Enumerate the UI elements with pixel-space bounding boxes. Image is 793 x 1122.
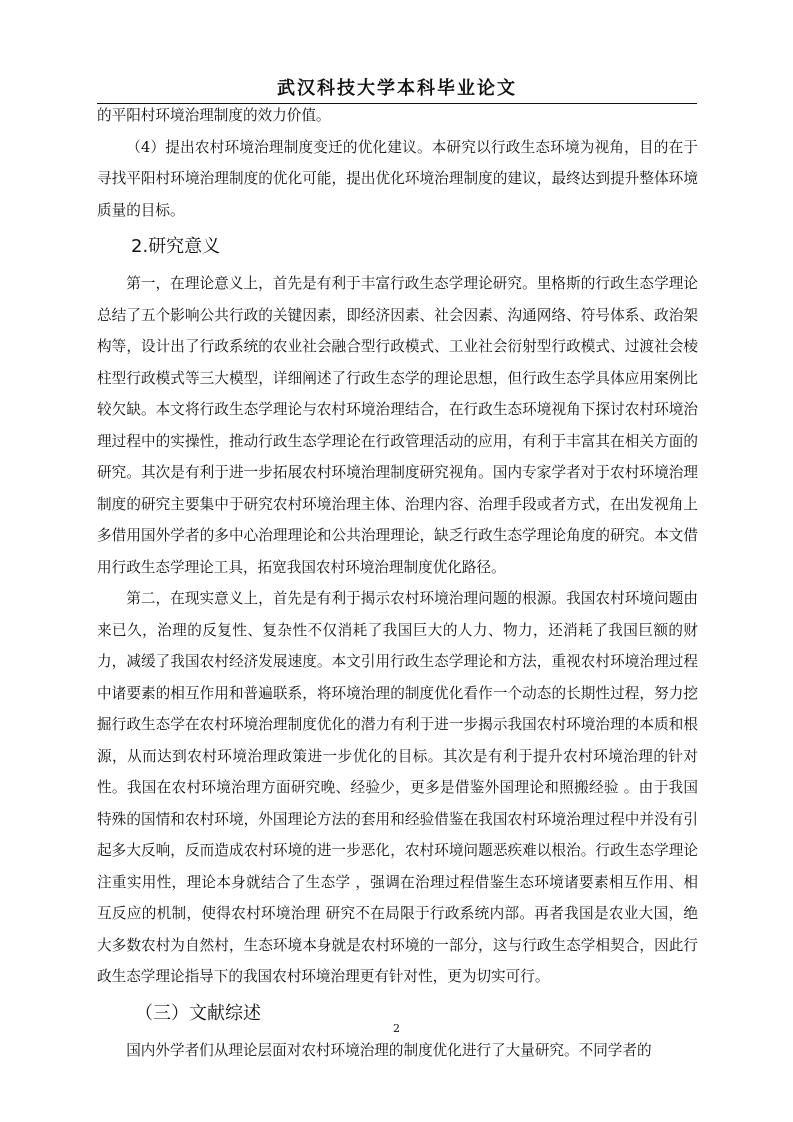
page-number: 2 (393, 1022, 400, 1035)
paragraph-practical-significance: 第二，在现实意义上，首先是有利于揭示农村环境治理问题的根源。我国农村环境问题由来已久，治理的反复性、复杂性不仅消耗了我国巨大的人力、物力，还消耗了我国巨额的财力，减缓了我国农村经济发展速度。本文引用行政生态学理论和方法，重视农村环境治理过程中诸要素的相互作用和普遍联系，将环境治理的制度优化看作一个动态的长期性过程，努力挖掘行政生态学在农村环境治理制度优化的潜力有利于进一步揭示我国农村环境治理的本质和根源，从而达到农村环境治理政策进一步优化的目标。其次是有利于提升农村环境治理的针对性。我国在农村环境治理方面研究晚、经验少，更多是借鉴外国理论和照搬经验 。由于我国特殊的国情和农村环境，外国理论方法的套用和经验借鉴在我国农村环境治理过程中并没有引起多大反响，反而造成农村环境的进一步恶化，农村环境问题恶疾难以根治。行政生态学理论注重实用性，理论本身就结合了生态学 ，强调在治理过程借鉴生态环境诸要素相互作用、相互反应的机制，使得农村环境治理 研究不在局限于行政系统内部。再者我国是农业大国，绝大多数农村为自然村，生态环境本身就是农村环境的一部分，这与行政生态学相契合，因此行政生态学理论指导下的我国农村环境治理更有针对性，更为切实可行。 (97, 590, 698, 985)
header-title: 武汉科技大学本科毕业论文 (277, 78, 517, 99)
paragraph-literature-intro: 国内外学者们从理论层面对农村环境治理的制度优化进行了大量研究。不同学者的 (126, 1041, 652, 1059)
paragraph-item-4: （4）提出农村环境治理制度变迁的优化建议。本研究以行政生态环境为视角，目的在于寻找平阳村环境治理制度的优化可能，提出优化环境治理制度的建议，最终达到提升整体环境质量的目标。 (97, 138, 698, 219)
body-text (97, 100, 698, 1066)
paragraph-continuation: 的平阳村环境治理制度的效力价值。 (97, 107, 331, 124)
subheading-research-significance: 2.研究意义 (131, 236, 221, 257)
section-heading-literature-review: （三）文献综述 (135, 1002, 261, 1024)
paragraph-theoretical-significance: 第一，在理论意义上，首先是有利于丰富行政生态学理论研究。里格斯的行政生态学理论总结了五个影响公共行政的关键因素，即经济因素、社会因素、沟通网络、符号体系、政治架构等，设计出了行政系统的农业社会融合型行政模式、工业社会衍射型行政模式、过渡社会棱柱型行政模式等三大模型，详细阐述了行政生态学的理论思想，但行政生态学具体应用案例比较欠缺。本文将行政生态学理论与农村环境治理结合，在行政生态环境视角下探讨农村环境治理过程中的实操性，推动行政生态学理论在行政管理活动的应用，有利于丰富其在相关方面的研究。其次是有利于进一步拓展农村环境治理制度研究视角。国内专家学者对于农村环境治理制度的研究主要集中于研究农村环境治理主体、治理内容、治理手段或者方式，在出发视角上多借用国外学者的多中心治理理论和公共治理理论，缺乏行政生态学理论角度的研究。本文借用行政生态学理论工具，拓宽我国农村环境治理制度优化路径。 (97, 275, 698, 576)
